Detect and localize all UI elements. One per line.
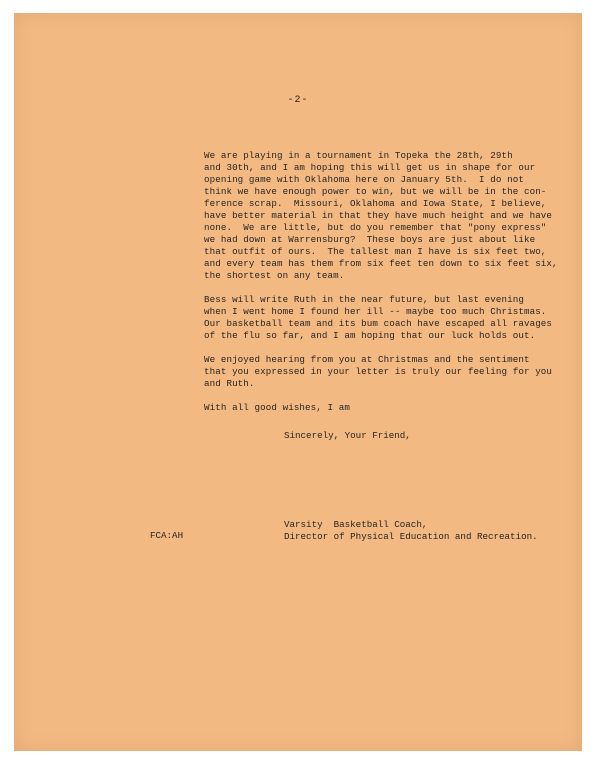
paragraph-wishes [174, 402, 554, 414]
text-line: opening game with Oklahoma here on January 5th. I do not [204, 174, 524, 185]
text-line: that you expressed in your letter is truly our feeling for you [204, 366, 553, 377]
text-line: We enjoyed hearing from you at Christmas and the sentiment [204, 354, 530, 365]
text-line: With all good wishes, I am [204, 402, 350, 413]
letter-page [14, 13, 582, 751]
text-line: the shortest on any team. [204, 270, 345, 281]
signature-title-coach: Varsity Basketball Coach, [284, 519, 428, 530]
closing-salutation: Sincerely, Your Friend, [284, 430, 411, 441]
text-line: think we have enough power to win, but we will be in the con- [204, 186, 547, 197]
paragraph-tournament [174, 150, 558, 282]
text-line: and Ruth. [204, 378, 255, 389]
text-line: of the flu so far, and I am hoping that our luck holds out. [204, 330, 536, 341]
text-line: that outfit of ours. The tallest man I have is six feet two, [204, 246, 547, 257]
text-line: none. We are little, but do you remember that "pony express" [204, 222, 547, 233]
text-line: we had down at Warrensburg? These boys are just about like [204, 234, 536, 245]
page-number: -2- [287, 95, 309, 106]
paragraph-bess [174, 294, 554, 342]
text-line: and 30th, and I am hoping this will get us in shape for our [204, 162, 536, 173]
text-line: when I went home I found her ill -- maybe too much Christmas. [204, 306, 547, 317]
signature-block [284, 519, 538, 543]
paragraph-christmas [174, 354, 554, 390]
typist-initials: FCA:AH [150, 530, 184, 541]
text-line: Bess will write Ruth in the near future, but last evening [204, 294, 524, 305]
text-line: ference scrap. Missouri, Oklahoma and Iowa State, I believe, [204, 198, 547, 209]
text-line: have better material in that they have much height and we have [204, 210, 553, 221]
letter-body [174, 150, 558, 426]
text-line: We are playing in a tournament in Topeka the 28th, 29th [204, 150, 513, 161]
text-line: Our basketball team and its bum coach have escaped all ravages [204, 318, 553, 329]
text-line: and every team has them from six feet ten down to six feet six, [204, 258, 558, 269]
signature-title-director: Director of Physical Education and Recreation. [284, 531, 538, 542]
